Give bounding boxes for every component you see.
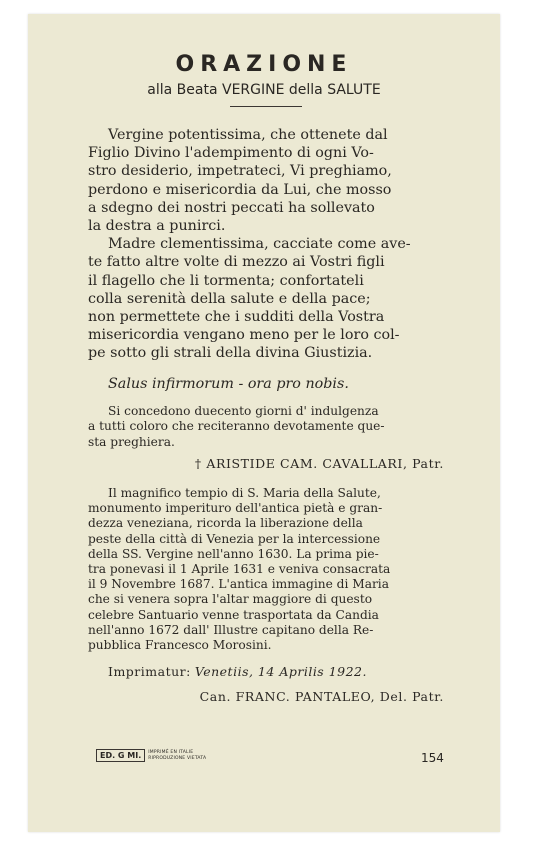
latin-invocation: Salus infirmorum - ora pro nobis. xyxy=(108,376,349,392)
history-line: della SS. Vergine nell'anno 1630. La prima pie- xyxy=(88,546,379,561)
imprimatur-value: Venetiis, 14 Aprilis 1922. xyxy=(194,664,367,679)
history-line: Il magnifico tempio di S. Maria della Salute, xyxy=(108,486,381,500)
imprimatur xyxy=(108,664,367,679)
patriarch-signature: † ARISTIDE CAM. CAVALLARI, Patr. xyxy=(194,456,444,471)
prayer-line: a sdegno dei nostri peccati ha sollevato xyxy=(88,199,375,216)
publisher-note-line: RIPRODUZIONE VIETATA xyxy=(148,755,207,761)
holy-card xyxy=(28,14,500,832)
page-title: ORAZIONE xyxy=(175,52,353,77)
prayer-line: perdono e misericordia da Lui, che mosso xyxy=(88,181,392,198)
history-line: celebre Santuario venne trasportata da Candia xyxy=(88,607,379,622)
history-line: dezza veneziana, ricorda la liberazione della xyxy=(88,516,363,531)
indulgence-text xyxy=(88,404,448,450)
publisher-note-line: IMPRIMÉ EN ITALIE xyxy=(148,750,194,755)
prayer-line: Figlio Divino l'adempimento di ogni Vo- xyxy=(88,145,374,162)
indulgence-line: sta preghiera. xyxy=(88,434,175,449)
publisher-logo xyxy=(96,749,206,762)
prayer-line: Madre clementissima, cacciate come ave- xyxy=(108,236,411,253)
history-line: il 9 Novembre 1687. L'antica immagine di Maria xyxy=(88,577,389,592)
title-divider xyxy=(230,106,302,107)
indulgence-line: a tutti coloro che reciteranno devotamente que- xyxy=(88,419,385,434)
prayer-line: la destra a punirci. xyxy=(88,218,226,235)
publisher-note xyxy=(148,750,206,761)
prayer-line: Vergine potentissima, che ottenete dal xyxy=(108,127,388,143)
history-line: nell'anno 1672 dall' Illustre capitano della Re- xyxy=(88,622,374,637)
prayer-line: te fatto altre volte di mezzo ai Vostri figli xyxy=(88,254,385,271)
history-line: che si venera sopra l'altar maggiore di questo xyxy=(88,592,373,607)
prayer-line: pe sotto gli strali della divina Giustizia. xyxy=(88,345,373,362)
prayer-line: il flagello che li tormenta; confortateli xyxy=(88,272,364,289)
delegate-signature: Can. FRANC. PANTALEO, Del. Patr. xyxy=(199,689,444,704)
prayer-line: stro desiderio, impetrateci, Vi preghiamo, xyxy=(88,163,392,180)
history-text xyxy=(88,486,448,653)
history-line: peste della città di Venezia per la intercessione xyxy=(88,531,381,546)
prayer-text xyxy=(88,126,448,363)
history-line: tra ponevasi il 1 Aprile 1631 e veniva consacrata xyxy=(88,562,391,577)
publisher-logo-box: ED. G MI. xyxy=(96,749,145,762)
history-line: pubblica Francesco Morosini. xyxy=(88,638,272,653)
imprimatur-label: Imprimatur: xyxy=(108,664,191,679)
indulgence-line: Si concedono duecento giorni d' indulgenza xyxy=(108,404,379,418)
prayer-line: non permettete che i sudditi della Vostra xyxy=(88,309,385,326)
subtitle: alla Beata VERGINE della SALUTE xyxy=(147,82,381,98)
page-number: 154 xyxy=(421,751,444,765)
history-line: monumento imperituro dell'antica pietà e gran- xyxy=(88,501,383,516)
prayer-line: misericordia vengano meno per le loro col- xyxy=(88,327,400,344)
prayer-line: colla serenità della salute e della pace; xyxy=(88,290,371,307)
